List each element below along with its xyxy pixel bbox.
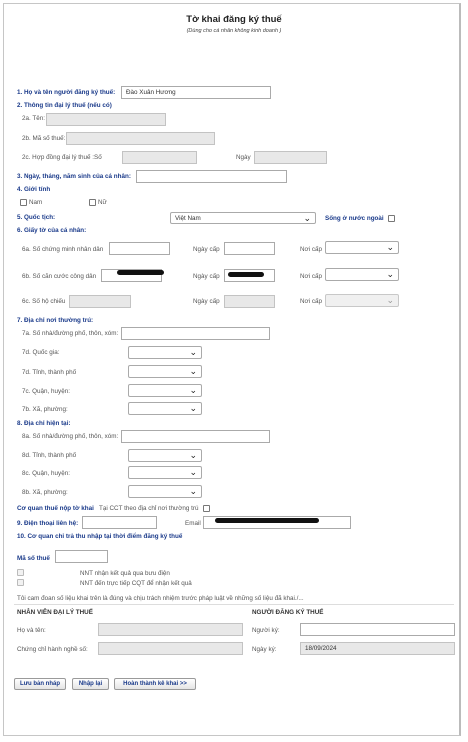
filer-heading: NGƯỜI ĐĂNG KÝ THUẾ <box>252 609 324 616</box>
chevron-down-icon: ⌄ <box>386 295 394 305</box>
passport-input <box>69 295 131 308</box>
permanent-province-select[interactable] <box>128 365 202 378</box>
nationality-select[interactable] <box>170 212 316 224</box>
passport-issue-date-label: Ngày cấp <box>193 298 220 305</box>
phone-label: 9. Điện thoại liên hệ: <box>17 520 79 527</box>
signer-label: Người ký: <box>252 627 280 634</box>
agent-staff-name-label: Họ và tên: <box>17 627 46 634</box>
current-province-select[interactable] <box>128 449 202 462</box>
agent-tax-code-input <box>66 132 215 145</box>
email-redaction <box>215 518 319 523</box>
reset-button[interactable]: Nhập lại <box>72 678 109 690</box>
nationality-label: 5. Quốc tịch: <box>17 214 56 221</box>
chevron-down-icon: ⌄ <box>189 467 197 477</box>
agent-staff-heading: NHÂN VIÊN ĐẠI LÝ THUẾ <box>17 609 93 616</box>
cccd-issue-date-redaction <box>228 272 264 277</box>
current-district-select[interactable] <box>128 466 202 479</box>
id-docs-section-title: 6. Giấy tờ của cá nhân: <box>17 227 87 234</box>
permanent-street-label: 7a. Số nhà/đường phố, thôn, xóm: <box>22 330 119 337</box>
page-subtitle: (Dùng cho cá nhân không kinh doanh ) <box>186 28 282 34</box>
permanent-country-label: 7d. Quốc gia: <box>22 349 60 356</box>
agent-name-input <box>46 113 166 126</box>
tax-office-value: Tại CCT theo địa chỉ nơi thường trú <box>99 505 199 512</box>
passport-issue-place-label: Nơi cấp <box>300 298 322 305</box>
passport-issue-place-select <box>325 294 399 307</box>
cmnd-label: 6a. Số chứng minh nhân dân <box>22 246 104 253</box>
gender-female-label: Nữ <box>98 199 107 206</box>
notify-in-person-label: NNT đến trực tiếp CQT để nhận kết quả <box>80 580 192 587</box>
cmnd-issue-date-label: Ngày cấp <box>193 246 220 253</box>
page-title: Tờ khai đăng ký thuế <box>186 14 282 25</box>
declaration-text: Tôi cam đoan số liệu khai trên là đúng và chịu trách nhiệm trước pháp luật về những số liệu đã khai./... <box>17 595 304 602</box>
chevron-down-icon: ⌄ <box>386 269 394 279</box>
gender-section-title: 4. Giới tính <box>17 186 51 193</box>
passport-issue-date-input <box>224 295 275 308</box>
income-agency-section-title: 10. Cơ quan chi trả thu nhập tại thời điểm đăng ký thuế <box>17 533 183 540</box>
permanent-district-label: 7c. Quận, huyện: <box>22 388 70 395</box>
current-ward-label: 8b. Xã, phường: <box>22 489 68 496</box>
birth-date-label: 3. Ngày, tháng, năm sinh của cá nhân: <box>17 173 131 180</box>
signer-input[interactable] <box>300 623 455 636</box>
notify-by-post-checkbox <box>17 569 24 576</box>
agent-contract-number-input <box>122 151 197 164</box>
current-address-section-title: 8. Địa chỉ hiện tại: <box>17 420 71 427</box>
cccd-redaction <box>117 270 164 275</box>
taxpayer-name-label: 1. Họ và tên người đăng ký thuế: <box>17 89 116 96</box>
passport-label: 6c. Số hộ chiếu <box>22 298 66 305</box>
complete-declaration-button[interactable]: Hoàn thành kê khai >> <box>114 678 196 690</box>
birth-date-input[interactable] <box>136 170 287 183</box>
cmnd-issue-place-label: Nơi cấp <box>300 246 322 253</box>
current-street-label: 8a. Số nhà/đường phố, thôn, xóm: <box>22 433 119 440</box>
income-agency-tax-code-label: Mã số thuế <box>17 555 50 562</box>
permanent-address-section-title: 7. Địa chỉ nơi thường trú: <box>17 317 94 324</box>
gender-female-checkbox[interactable] <box>89 199 96 206</box>
agent-name-label: 2a. Tên: <box>22 115 45 122</box>
permanent-district-select[interactable] <box>128 384 202 397</box>
cccd-issue-place-select[interactable] <box>325 268 399 281</box>
agent-staff-cert-input <box>98 642 243 655</box>
tax-office-checkbox[interactable] <box>203 505 210 512</box>
permanent-province-label: 7d. Tỉnh, thành phố <box>22 369 77 376</box>
chevron-down-icon: ⌄ <box>189 486 197 496</box>
gender-male-checkbox[interactable] <box>20 199 27 206</box>
current-ward-select[interactable] <box>128 485 202 498</box>
agent-staff-cert-label: Chứng chỉ hành nghề số: <box>17 646 88 653</box>
cccd-issue-place-label: Nơi cấp <box>300 273 322 280</box>
agent-contract-date-label: Ngày <box>236 154 251 161</box>
cccd-label: 6b. Số căn cước công dân <box>22 273 97 280</box>
current-province-label: 8d. Tỉnh, thành phố <box>22 452 77 459</box>
cmnd-issue-place-select[interactable] <box>325 241 399 254</box>
cccd-issue-date-label: Ngày cấp <box>193 273 220 280</box>
sign-date-input <box>300 642 455 655</box>
nationality-selected-value: Việt Nam <box>175 215 201 222</box>
agent-section-title: 2. Thông tin đại lý thuế (nếu có) <box>17 102 112 109</box>
chevron-down-icon: ⌄ <box>303 213 311 223</box>
phone-input[interactable] <box>82 516 157 529</box>
current-district-label: 8c. Quận, huyện: <box>22 470 70 477</box>
divider <box>14 604 454 605</box>
sign-date-label: Ngày ký: <box>252 646 277 653</box>
notify-in-person-checkbox <box>17 579 24 586</box>
current-street-input[interactable] <box>121 430 270 443</box>
agent-staff-name-input <box>98 623 243 636</box>
gender-male-label: Nam <box>29 199 43 206</box>
income-agency-tax-code-input[interactable] <box>55 550 108 563</box>
agent-tax-code-label: 2b. Mã số thuế: <box>22 135 66 142</box>
agent-contract-date-input <box>254 151 327 164</box>
permanent-ward-select[interactable] <box>128 402 202 415</box>
permanent-country-select[interactable] <box>128 346 202 359</box>
email-label: Email <box>185 520 201 527</box>
permanent-street-input[interactable] <box>121 327 270 340</box>
notify-by-post-label: NNT nhận kết quả qua bưu điện <box>80 570 170 577</box>
cmnd-issue-date-input[interactable] <box>224 242 275 255</box>
permanent-ward-label: 7b. Xã, phường: <box>22 406 68 413</box>
save-draft-button[interactable]: Lưu bản nháp <box>14 678 66 690</box>
chevron-down-icon: ⌄ <box>189 385 197 395</box>
chevron-down-icon: ⌄ <box>189 347 197 357</box>
chevron-down-icon: ⌄ <box>189 366 197 376</box>
agent-contract-label: 2c. Hợp đồng đại lý thuế :Số <box>22 154 102 161</box>
cmnd-input[interactable] <box>109 242 170 255</box>
living-abroad-checkbox[interactable] <box>388 215 395 222</box>
living-abroad-label: Sống ở nước ngoài <box>325 215 384 222</box>
chevron-down-icon: ⌄ <box>386 242 394 252</box>
taxpayer-name-input[interactable] <box>121 86 271 99</box>
tax-office-label: Cơ quan thuế nộp tờ khai <box>17 505 94 512</box>
chevron-down-icon: ⌄ <box>189 450 197 460</box>
chevron-down-icon: ⌄ <box>189 403 197 413</box>
